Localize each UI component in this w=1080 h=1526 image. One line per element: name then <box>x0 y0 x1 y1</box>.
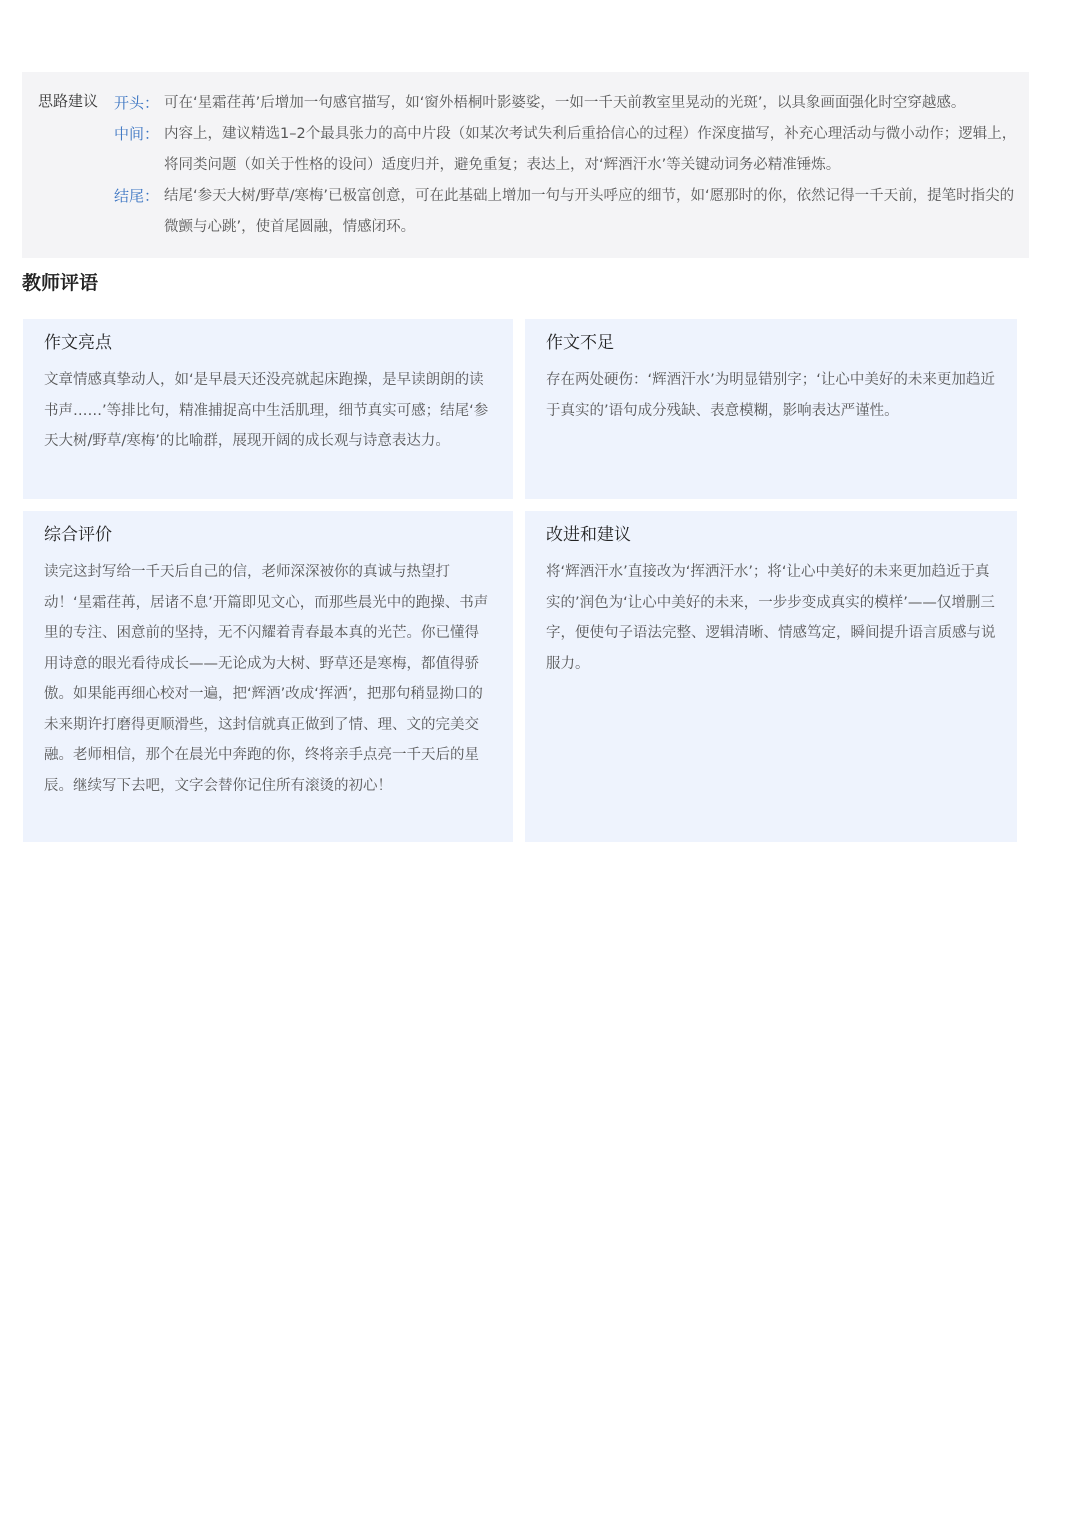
improvements-card <box>525 511 1017 842</box>
suggestion-label: 中间： <box>114 125 160 143</box>
suggestion-panel <box>22 72 1029 258</box>
card-text: 文章情感真挚动人，如‘是早晨天还没亮就起床跑操，是早读朗朗的读书声……’等排比句，精准捕捉高中生活肌理，细节真实可感；结尾‘参天大树/野草/寒梅’的比喻群，展现开阔的成长观与诗意表达力。 <box>44 372 489 449</box>
card-text: 读完这封写给一千天后自己的信，老师深深被你的真诚与热望打动！‘星霜荏苒，居诸不息’开篇即见文心，而那些晨光中的跑操、书声里的专注、困意前的坚持，无不闪耀着青春最本真的光芒。你已懂得用诗意的眼光看待成长——无论成为大树、野草还是寒梅，都值得骄傲。如果能再细心校对一遍，把‘辉酒’改成‘挥洒’，把那句稍显拗口的未来期许打磨得更顺滑些，这封信就真正做到了情、理、文的完美交融。老师相信，那个在晨光中奔跑的你，终将亲手点亮一千天后的星辰。继续写下去吧，文字会替你记住所有滚烫的初心！ <box>44 564 489 794</box>
card-title: 作文亮点 <box>44 333 112 353</box>
suggestion-text: 可在‘星霜荏苒’后增加一句感官描写，如‘窗外梧桐叶影婆娑，一如一千天前教室里晃动的光斑’，以具象画面强化时空穿越感。 <box>164 95 966 111</box>
suggestion-middle <box>114 119 1019 181</box>
shortcomings-card <box>525 319 1017 499</box>
card-title: 改进和建议 <box>546 525 631 545</box>
card-title: 作文不足 <box>546 333 614 353</box>
teacher-comments-heading: 教师评语 <box>22 272 99 294</box>
suggestion-label: 开头： <box>114 94 160 112</box>
suggestion-title: 思路建议 <box>38 92 99 110</box>
suggestion-text: 结尾‘参天大树/野草/寒梅’已极富创意，可在此基础上增加一句与开头呼应的细节，如‘愿那时的你，依然记得一千天前，提笔时指尖的微颤与心跳’，使首尾圆融，情感闭环。 <box>164 188 1015 235</box>
card-text: 将‘辉酒汗水’直接改为‘挥洒汗水’；将‘让心中美好的未来更加趋近于真实的’润色为‘让心中美好的未来，一步步变成真实的模样’——仅增删三字，便使句子语法完整、逻辑清晰、情感笃定，瞬间提升语言质感与说服力。 <box>546 564 996 672</box>
suggestion-text: 内容上，建议精选1–2个最具张力的高中片段（如某次考试失利后重拾信心的过程）作深度描写，补充心理活动与微小动作；逻辑上，将同类问题（如关于性格的设问）适度归并，避免重复；表达上，对‘辉酒汗水’等关键动词务必精准锤炼。 <box>164 126 1017 173</box>
suggestion-opening <box>114 88 1019 119</box>
overall-evaluation-card <box>23 511 513 842</box>
suggestion-ending <box>114 181 1019 243</box>
card-text: 存在两处硬伤：‘辉酒汗水’为明显错别字；‘让心中美好的未来更加趋近于真实的’语句成分残缺、表意模糊，影响表达严谨性。 <box>546 372 995 419</box>
card-title: 综合评价 <box>44 525 112 545</box>
suggestion-label: 结尾： <box>114 187 160 205</box>
highlights-card <box>23 319 513 499</box>
suggestion-list <box>114 88 1019 243</box>
